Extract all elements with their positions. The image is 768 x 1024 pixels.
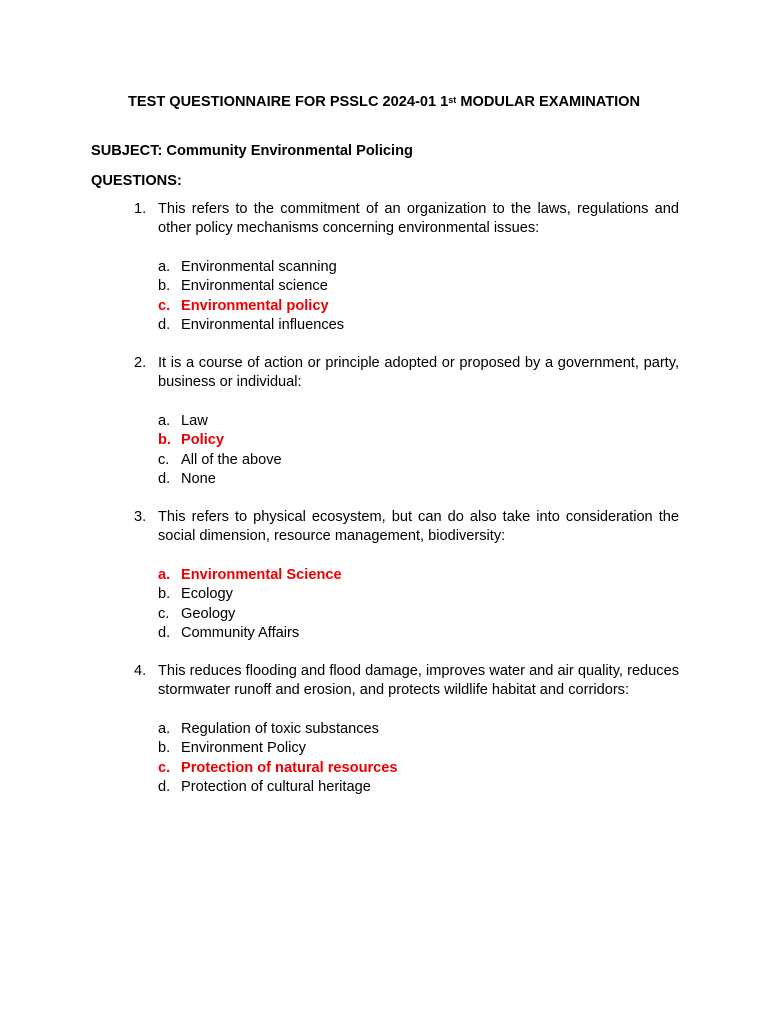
option-text: Geology — [181, 605, 236, 622]
option-d — [158, 778, 679, 797]
option-text: Protection of natural resources — [181, 759, 398, 776]
option-a — [158, 720, 679, 739]
options-list — [158, 566, 679, 644]
option-letter: b. — [158, 432, 171, 449]
option-c — [158, 451, 679, 470]
option-letter: b. — [158, 586, 171, 603]
option-letter: d. — [158, 470, 171, 487]
question-number: 4. — [134, 663, 147, 679]
option-letter: c. — [158, 759, 171, 776]
option-letter: d. — [158, 778, 171, 795]
question-number: 1. — [134, 201, 147, 217]
option-text: Environment Policy — [181, 740, 306, 757]
option-letter: c. — [158, 605, 170, 622]
option-d — [158, 470, 679, 489]
option-text: Environmental science — [181, 278, 328, 295]
option-letter: a. — [158, 720, 171, 737]
question-text: This reduces flooding and flood damage, improves water and air quality, reduces stormwater runoff and erosion, and protects wildlife habitat and corridors: — [158, 663, 679, 699]
subject-heading: SUBJECT: Community Environmental Policing — [91, 143, 413, 159]
option-a-correct-answer — [158, 566, 679, 585]
options-list — [158, 258, 679, 336]
option-d — [158, 624, 679, 643]
option-a — [158, 258, 679, 277]
option-b-correct-answer — [158, 431, 679, 450]
option-letter: b. — [158, 278, 171, 295]
option-letter: d. — [158, 316, 171, 333]
option-text: Environmental Science — [181, 566, 342, 583]
question-1 — [134, 200, 679, 335]
option-text: Law — [181, 412, 208, 429]
question-text: This refers to physical ecosystem, but can do also take into consideration the social dimension, resource management, biodiversity: — [158, 509, 679, 545]
option-text: Environmental policy — [181, 297, 329, 314]
option-b — [158, 739, 679, 758]
title-rest: MODULAR EXAMINATION — [456, 94, 641, 110]
option-c-correct-answer — [158, 759, 679, 778]
option-letter: b. — [158, 740, 171, 757]
question-4 — [134, 662, 679, 797]
option-text: Environmental scanning — [181, 258, 337, 275]
option-c — [158, 605, 679, 624]
title-main: TEST QUESTIONNAIRE FOR PSSLC 2024-01 1 — [127, 94, 449, 110]
option-text: Policy — [181, 432, 224, 449]
page-title — [0, 92, 768, 112]
option-letter: a. — [158, 258, 171, 275]
option-text: Regulation of toxic substances — [181, 720, 379, 737]
option-b — [158, 585, 679, 604]
question-text: It is a course of action or principle adopted or proposed by a government, party, business or individual: — [158, 355, 679, 391]
question-text: This refers to the commitment of an organization to the laws, regulations and other policy mechanisms concerning environmental issues: — [158, 201, 679, 237]
option-d — [158, 316, 679, 335]
option-text: All of the above — [181, 451, 282, 468]
option-letter: c. — [158, 297, 171, 314]
title-superscript: st — [448, 95, 457, 105]
option-b — [158, 277, 679, 296]
option-text: Community Affairs — [181, 624, 300, 641]
option-text: Protection of cultural heritage — [181, 778, 371, 795]
option-letter: a. — [158, 412, 171, 429]
question-number: 3. — [134, 509, 147, 525]
options-list — [158, 720, 679, 798]
options-list — [158, 412, 679, 490]
option-letter: c. — [158, 451, 170, 468]
option-c-correct-answer — [158, 297, 679, 316]
question-number: 2. — [134, 355, 147, 371]
question-2 — [134, 354, 679, 489]
option-letter: a. — [158, 566, 171, 583]
option-text: Environmental influences — [181, 316, 345, 333]
option-text: Ecology — [181, 586, 233, 603]
option-letter: d. — [158, 624, 171, 641]
option-a — [158, 412, 679, 431]
questions-heading: QUESTIONS: — [91, 173, 182, 189]
option-text: None — [181, 470, 216, 487]
question-3 — [134, 508, 679, 643]
